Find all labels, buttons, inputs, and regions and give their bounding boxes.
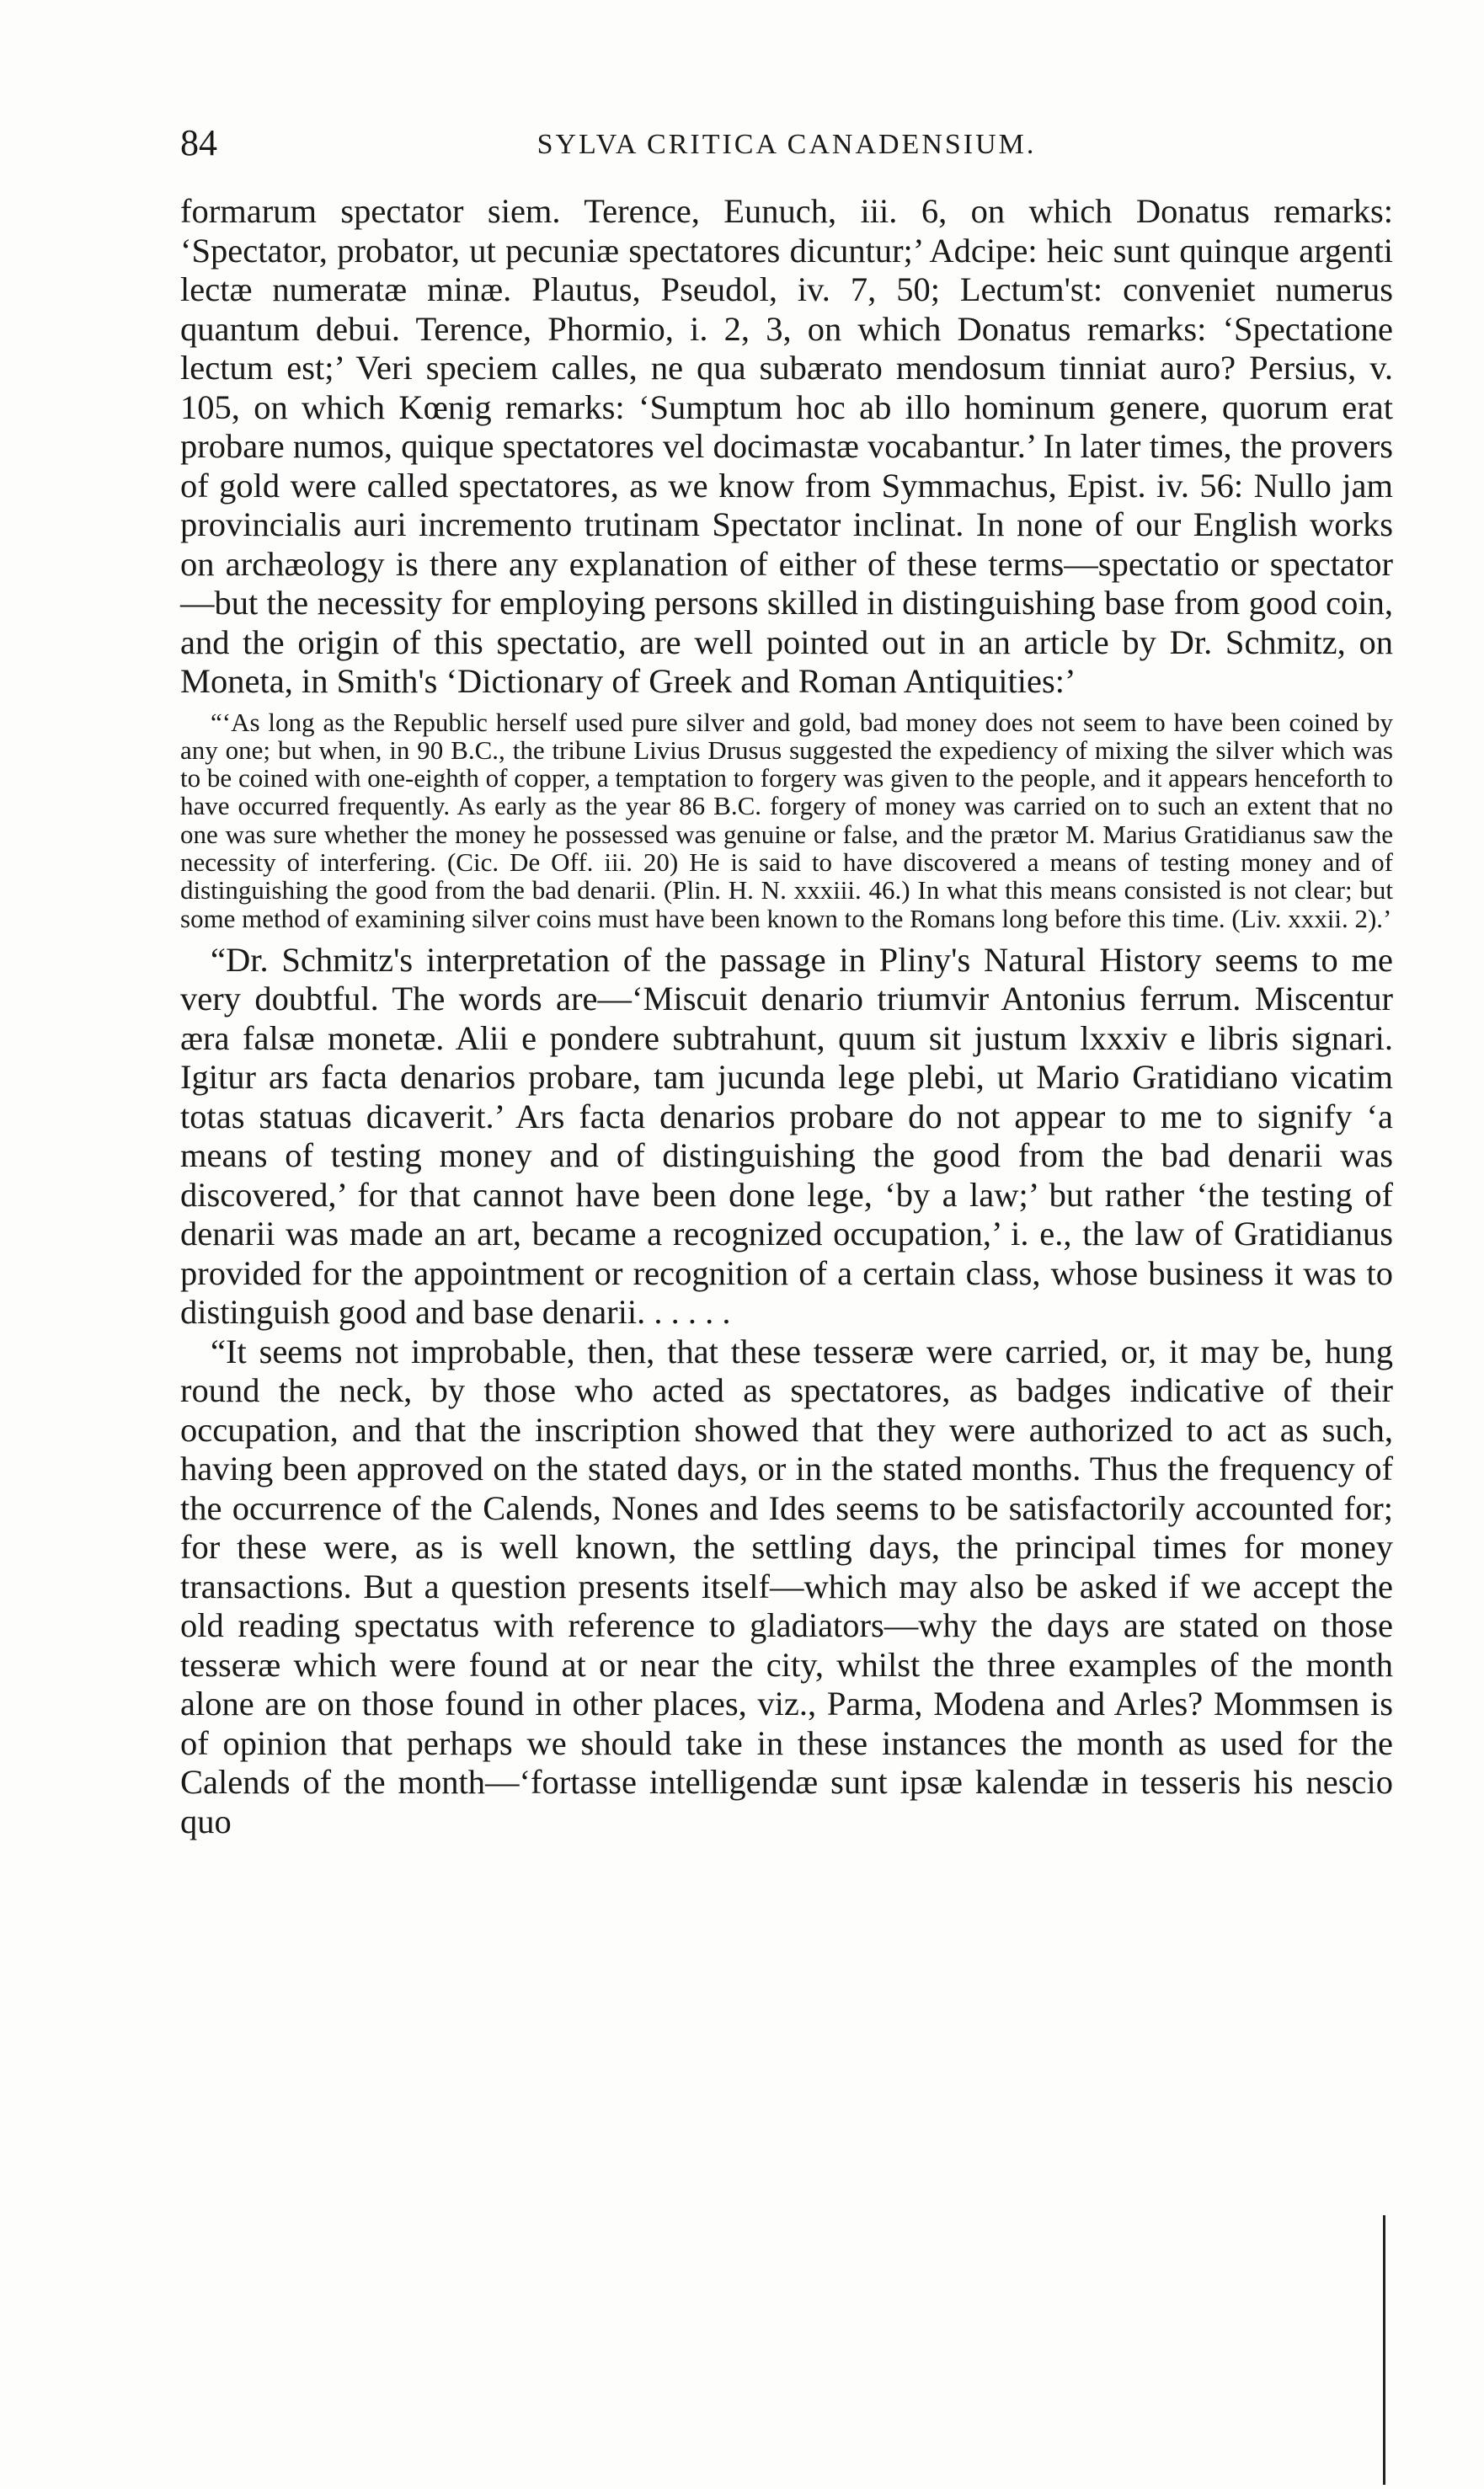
running-head [180, 118, 1393, 168]
paragraph-continuation: formarum spectator siem. Terence, Eunuch, iii. 6, on which Donatus remarks: ‘Spectator, probator, ut pecuniæ spectatores dicuntur;’ Adcipe: heic sunt quinque argenti lectæ numeratæ minæ. Plautus, Pseudol, iv. 7, 50; Lectum'st: conveniet numerus quantum debui. Terence, Phormio, i. 2, 3, on which Donatus remarks: ‘Spectatione lectum est;’ Veri speciem calles, ne qua subærato mendosum tinniat auro? Persius, v. 105, on which Kœnig remarks: ‘Sumptum hoc ab illo hominum genere, quorum erat probare numos, quique spectatores vel docimastæ vocabantur.’ In later times, the provers of gold were called spectatores, as we know from Symmachus, Epist. iv. 56: Nullo jam provincialis auri incremento trutinam Spectator inclinat. In none of our English works on archæology is there any explanation of either of these terms—spectatio or spectator—but the necessity for employing persons skilled in distinguishing base from good coin, and the origin of this spectatio, are well pointed out in an article by Dr. Schmitz, on Moneta, in Smith's ‘Dictionary of Greek and Roman Antiquities:’ [180, 192, 1393, 700]
text-block [180, 192, 1393, 1841]
paragraph-schmitz-interpretation: “Dr. Schmitz's interpretation of the passage in Pliny's Natural History seems to me very doubtful. The words are—‘Miscuit denario triumvir Antonius ferrum. Miscentur æra falsæ monetæ. Alii e pondere subtrahunt, quum sit justum lxxxiv e libris signari. Igitur ars facta denarios probare, tam jucunda lege plebi, ut Mario Gratidiano vicatim totas statuas dicaverit.’ Ars facta denarios probare do not appear to me to signify ‘a means of testing money and of distinguishing the good from the bad denarii was discovered,’ for that cannot have been done lege, ‘by a law;’ but rather ‘the testing of denarii was made an art, became a recognized occupation,’ i. e., the law of Gratidianus provided for the appointment or recognition of a certain class, whose business it was to distinguish good and base denarii. . . . . . [180, 940, 1393, 1332]
running-title: SYLVA CRITICA CANADENSIUM. [536, 129, 1037, 160]
page-number: 84 [180, 122, 217, 163]
paragraph-tesserae: “It seems not improbable, then, that these tesseræ were carried, or, it may be, hung round the neck, by those who acted as spectatores, as badges indicative of their occupation, and that the inscription showed that they were authorized to act as such, having been approved on the stated days, or in the stated months. Thus the frequency of the occurrence of the Calends, Nones and Ides seems to be satisfactorily accounted for; for these were, as is well known, the settling days, the principal times for money transactions. But a question presents itself—which may also be asked if we accept the old reading spectatus with reference to gladiators—why the days are stated on those tesseræ which were found at or near the city, whilst the three examples of the month alone are on those found in other places, viz., Parma, Modena and Arles? Mommsen is of opinion that perhaps we should take in these instances the month as used for the Calends of the month—‘fortasse intelligendæ sunt ipsæ kalendæ in tesseris his nescio quo [180, 1332, 1393, 1840]
block-quotation: “‘As long as the Republic herself used pure silver and gold, bad money does not seem to have been coined by any one; but when, in 90 B.C., the tribune Livius Drusus suggested the expediency of mixing the silver which was to be coined with one-eighth of copper, a temptation to forgery was given to the people, and it appears henceforth to have occurred frequently. As early as the year 86 B.C. forgery of money was carried on to such an extent that no one was sure whether the money he possessed was genuine or false, and the prætor M. Marius Gratidianus saw the necessity of interfering. (Cic. De Off. iii. 20) He is said to have discovered a means of testing money and of distinguishing the good from the bad denarii. (Plin. H. N. xxxiii. 46.) In what this means consisted is not clear; but some method of examining silver coins must have been known to the Romans long before this time. (Liv. xxxii. 2).’ [180, 707, 1393, 933]
page-edge-rule [1383, 2215, 1385, 2485]
